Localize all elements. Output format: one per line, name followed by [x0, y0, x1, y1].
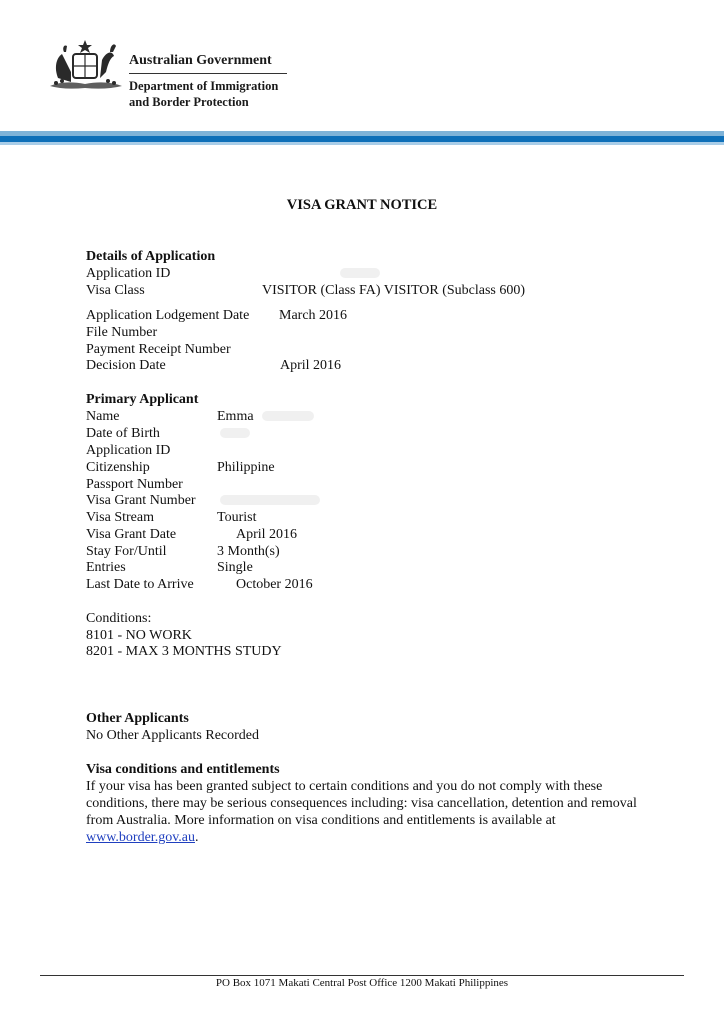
detail-label: Decision Date: [86, 358, 166, 373]
detail-value: VISITOR (Class FA) VISITOR (Subclass 600): [262, 283, 526, 298]
notice-title: VISA GRANT NOTICE: [286, 197, 438, 213]
applicant-label: Passport Number: [86, 477, 183, 492]
detail-label: Visa Class: [86, 283, 145, 298]
applicant-label: Application ID: [86, 443, 171, 458]
other-applicants-text: No Other Applicants Recorded: [86, 728, 260, 743]
entitlements-text: If your visa has been granted subject to certain conditions and you do not comply with these conditions, there may be serious consequences including: visa cancellation, detention and removal from Australia. More information on visa conditions and entitlements is available at: [86, 779, 637, 828]
applicant-label: Entries: [86, 560, 126, 575]
applicant-value: Philippine: [217, 460, 275, 475]
applicant-value: October 2016: [236, 577, 313, 592]
detail-label: Application Lodgement Date: [86, 308, 250, 323]
detail-label: Payment Receipt Number: [86, 342, 231, 357]
header-band-pale: [0, 142, 724, 145]
applicant-label: Citizenship: [86, 460, 150, 475]
detail-label: File Number: [86, 325, 158, 340]
redaction-mark: [220, 495, 320, 505]
coat-of-arms-logo: [44, 38, 126, 98]
entitlements-paragraph: [86, 778, 642, 846]
condition-item: 8201 - MAX 3 MONTHS STUDY: [86, 644, 282, 659]
details-heading: Details of Application: [86, 249, 216, 264]
entitlements-period: .: [195, 830, 199, 845]
applicant-label: Name: [86, 409, 120, 424]
detail-value: April 2016: [280, 358, 342, 373]
redaction-mark: [340, 268, 380, 278]
other-applicants-heading: Other Applicants: [86, 711, 189, 726]
applicant-value: Tourist: [217, 510, 257, 525]
organisation-block: [129, 52, 287, 110]
applicant-label: Visa Grant Number: [86, 493, 196, 508]
applicant-value: 3 Month(s): [217, 544, 280, 559]
entitlements-heading: Visa conditions and entitlements: [86, 762, 280, 777]
applicant-label: Date of Birth: [86, 426, 160, 441]
applicant-label: Last Date to Arrive: [86, 577, 194, 592]
applicant-label: Visa Stream: [86, 510, 154, 525]
primary-heading: Primary Applicant: [86, 392, 199, 407]
detail-value: March 2016: [279, 308, 348, 323]
applicant-value: Single: [217, 560, 253, 575]
redaction-mark: [220, 428, 250, 438]
redaction-mark: [262, 411, 314, 421]
conditions-label: Conditions:: [86, 611, 152, 626]
detail-label: Application ID: [86, 266, 171, 281]
department-line-2: and Border Protection: [129, 95, 249, 109]
footer-divider: [40, 975, 684, 976]
applicant-value: April 2016: [236, 527, 298, 542]
footer-address: PO Box 1071 Makati Central Post Office 1200 Makati Philippines: [215, 977, 509, 989]
border-website-link[interactable]: www.border.gov.au: [86, 830, 195, 845]
department-line-1: Department of Immigration: [129, 79, 279, 93]
org-name: Australian Government: [129, 52, 287, 74]
applicant-label: Visa Grant Date: [86, 527, 177, 542]
condition-item: 8101 - NO WORK: [86, 628, 192, 643]
applicant-label: Stay For/Until: [86, 544, 167, 559]
applicant-value: Emma: [217, 409, 254, 424]
